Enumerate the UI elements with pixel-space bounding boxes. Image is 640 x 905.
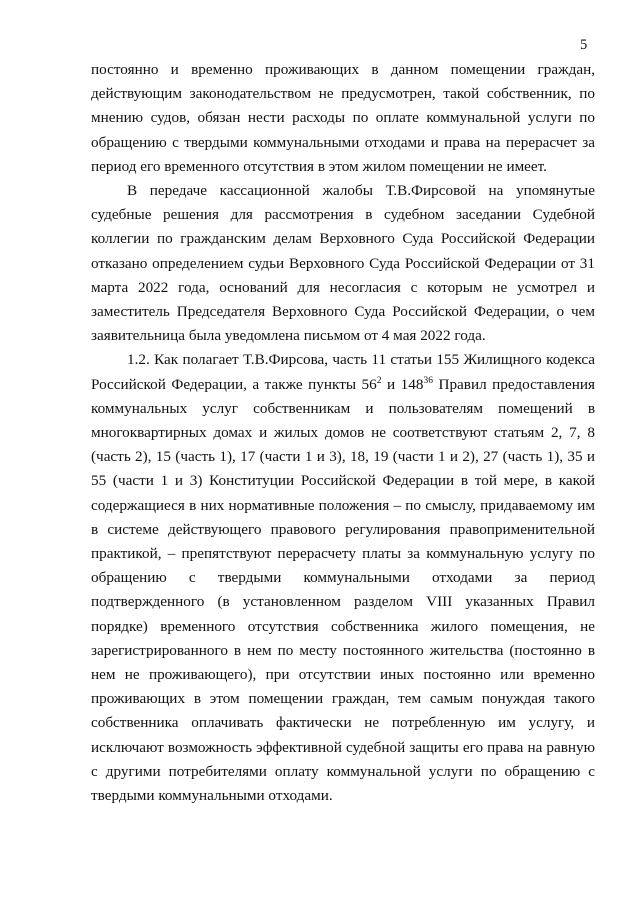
text-line: мнению судов, обязан нести расходы по оплате коммунальной услуги по [91,109,595,127]
text-line: твердыми коммунальными отходами. [91,787,333,805]
text-segment: Правил предоставления [432,375,595,393]
text-line: отказано определением судьи Верховного Суда Российской Федерации от 31 [91,254,595,272]
text-line: практикой, – препятствуют перерасчету платы за коммунальную услугу по [91,545,595,563]
text-line: исключают возможность эффективной судебной защиты его права на равную [91,738,595,756]
text-line-with-superscripts [91,373,595,397]
text-line: многоквартирных домах и жилых домов не соответствуют статьям 2, 7, 8 [91,424,595,442]
text-line: в системе действующего правового регулирования правоприменительной [91,520,595,538]
text-line: зарегистрированного в нем по месту постоянного жительства (постоянно в [91,641,595,659]
paragraph-section-1-2 [91,348,595,808]
text-line: заместитель Председателя Верховного Суда Российской Федерации, о чем [91,303,595,321]
text-line: 55 (части 1 и 3) Конституции Российской Федерации в той мере, в какой [91,472,595,490]
text-line: марта 2022 года, оснований для несогласия с которым не усмотрел и [91,278,595,296]
text-line: (часть 2), 15 (часть 1), 17 (части 1 и 3), 18, 19 (части 1 и 2), 27 (часть 1), 35 и [91,448,595,466]
paragraph-continuation [91,58,595,179]
text-segment: Российской Федерации, а также пункты 56 [91,375,377,393]
text-line: действующим законодательством не предусмотрен, такой собственник, по [91,85,595,103]
text-line [91,348,595,372]
text-line: нем не проживающего), при отсутствии иных постоянно или временно [91,666,595,684]
text-line [91,179,595,203]
text-line: постоянно и временно проживающих в данном помещении граждан, [91,61,595,78]
text-line: судебные решения для рассмотрения в судебном заседании Судебной [91,206,595,224]
text-line-content: 1.2. Как полагает Т.В.Фирсова, часть 11 статьи 155 Жилищного кодекса [127,351,595,369]
page-number: 5 [580,37,588,53]
text-line: обращению с твердыми коммунальными отходами за период [91,569,595,587]
text-line: порядке) временного отсутствия собственника жилого помещения, не [91,617,595,635]
document-body [91,58,595,808]
text-line: период его временного отсутствия в этом жилом помещении не имеет. [91,157,547,175]
paragraph-cassation-refusal [91,179,595,348]
text-line: обращению с твердыми коммунальными отходами и права на перерасчет за [91,133,595,151]
text-line-content: В передаче кассационной жалобы Т.В.Фирсовой на упомянутые [127,182,595,200]
text-line: собственника оплачивать фактически не потребленную им услугу, и [91,714,595,732]
superscript: 36 [423,375,433,386]
text-line: коммунальных услуг собственникам и пользователям помещений в [91,399,595,417]
text-line: заявительница была уведомлена письмом от 4 мая 2022 года. [91,327,486,345]
text-segment: и 148 [381,375,424,393]
text-line: коллегии по гражданским делам Верховного Суда Российской Федерации [91,230,595,248]
text-line: подтвержденного (в установленном разделом VIII указанных Правил [91,593,595,611]
superscript: 2 [376,375,382,386]
text-line: содержащиеся в них нормативные положения – по смыслу, придаваемому им [91,496,595,514]
text-line: с другими потребителями оплату коммунальной услуги по обращению с [91,762,595,780]
text-line: проживающих в этом помещении граждан, тем самым понуждая такого [91,690,595,708]
